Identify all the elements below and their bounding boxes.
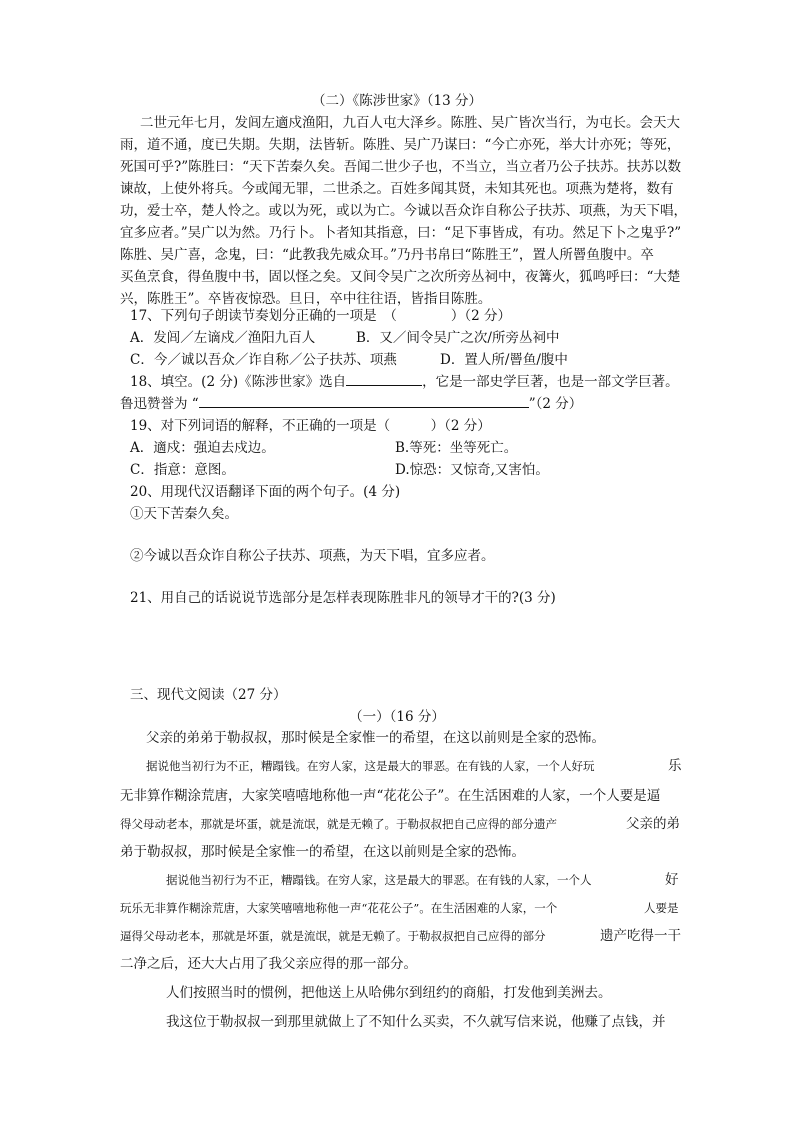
option-b: B．又／间令吴广之次/所旁丛祠中 bbox=[356, 330, 560, 346]
section-title: （二）《陈涉世家》（13 分） bbox=[312, 93, 482, 109]
answer-blank[interactable] bbox=[199, 393, 529, 408]
text-span: 弟于勒叔叔，那时候是全家惟一的希望，在这以前则是全家的恐怖。 bbox=[120, 844, 525, 860]
question-18-text-c: 鲁迅赞誉为 “ bbox=[120, 396, 199, 412]
question-18-text-d: ”（2 分） bbox=[528, 396, 583, 412]
option-a: A．適戍：强迫去戍边。 bbox=[130, 440, 275, 456]
question-21: 21、用自己的话说说节选部分是怎样表现陈胜非凡的领导才干的?(3 分) bbox=[130, 590, 556, 606]
section-heading: 三、现代文阅读（27 分） bbox=[130, 687, 287, 703]
text-span: 好 bbox=[665, 872, 679, 888]
question-18 bbox=[130, 371, 679, 393]
option-b: B.等死：坐等死亡。 bbox=[395, 440, 518, 456]
option-d: D.惊恐：又惊奇,又害怕。 bbox=[395, 462, 549, 478]
option-a: A．发闾／左谪戍／渔阳九百人 bbox=[130, 330, 316, 346]
text-span: 逼得父母动老本，那就是坏蛋，就是流氓，就是无赖了。于勒叔叔把自己应得的部分 bbox=[120, 929, 546, 943]
question-18-text-a: 18、填空。(2 分)《陈涉世家》选自 bbox=[130, 374, 347, 390]
answer-blank[interactable] bbox=[346, 371, 422, 386]
text-span: 无非算作糊涂荒唐，大家笑嘻嘻地称他一声“花花公子”。在生活困难的人家，一个人要是逼 bbox=[120, 788, 661, 804]
passage-line: 功，爱士卒，楚人怜之。或以为死，或以为亡。今诚以吾众诈自称公子扶苏、项燕，为天下唱， bbox=[120, 203, 687, 219]
sentence-2: ②今诚以吾众诈自称公子扶苏、项燕，为天下唱，宜多应者。 bbox=[130, 548, 495, 564]
passage-line: 死国可乎?”陈胜曰：“天下苦秦久矣。吾闻二世少子也，不当立，当立者乃公子扶苏。扶苏以数 bbox=[120, 159, 682, 175]
text-span: 得父母动老本，那就是坏蛋，就是流氓，就是无赖了。于勒叔叔把自己应得的部分遗产 bbox=[120, 817, 557, 831]
question-19: 19、对下列词语的解释，不正确的一项是（ ）（2 分） bbox=[130, 418, 491, 434]
text-span: 父亲的弟 bbox=[626, 816, 680, 832]
paragraph: 我这位于勒叔叔一到那里就做上了不知什么买卖，不久就写信来说，他赚了点钱，并 bbox=[166, 1014, 666, 1030]
passage-line: 雨，道不通，度已失期。失期，法皆斩。陈胜、吴广乃谋曰：“今亡亦死，举大计亦死；等死， bbox=[120, 137, 681, 153]
passage-line: 兴，陈胜王”。卒皆夜惊恐。旦日，卒中往往语，皆指目陈胜。 bbox=[120, 291, 492, 307]
passage-line: 宜多应者。”吴广以为然。乃行卜。卜者知其指意，曰：“足下事皆成，有功。然足下卜之鬼乎?” bbox=[120, 225, 682, 241]
option-d: D．置人所/罾鱼/腹中 bbox=[440, 352, 568, 368]
text-span: 人要是 bbox=[644, 901, 679, 915]
question-18-text-b: ，它是一部史学巨著，也是一部文学巨著。 bbox=[422, 374, 679, 390]
paragraph: 父亲的弟弟于勒叔叔，那时候是全家惟一的希望，在这以前则是全家的恐怖。 bbox=[146, 730, 605, 746]
passage-line: 陈胜、吴广喜，念鬼，曰：“此教我先威众耳。”乃丹书帛曰“陈胜王”，置人所罾鱼腹中。卒 bbox=[120, 247, 654, 263]
text-span: 玩乐无非算作糊涂荒唐，大家笑嘻嘻地称他一声“花花公子”。在生活困难的人家，一个 bbox=[120, 901, 558, 915]
question-20: 20、用现代汉语翻译下面的两个句子。(4 分) bbox=[130, 484, 401, 500]
subsection-title: （一）（16 分） bbox=[349, 709, 445, 725]
passage-line: 买鱼烹食，得鱼腹中书，固以怪之矣。又间令吴广之次所旁丛祠中，夜篝火，狐鸣呼曰：“大楚 bbox=[120, 269, 681, 285]
text-span: 乐 bbox=[668, 758, 682, 774]
passage-line: 二世元年七月，发闾左適戍渔阳，九百人屯大泽乡。陈胜、吴广皆次当行，为屯长。会天大 bbox=[140, 115, 680, 131]
question-17: 17、下列句子朗读节奏划分正确的一项是 （ ）（2 分） bbox=[130, 308, 512, 324]
sentence-1: ①天下苦秦久矣。 bbox=[130, 506, 238, 522]
text-span: 据说他当初行为不正，糟蹋钱。在穷人家，这是最大的罪恶。在有钱的人家，一个人 bbox=[166, 873, 592, 887]
text-span: 二净之后，还大大占用了我父亲应得的那一部分。 bbox=[120, 956, 417, 972]
text-span: 遗产吃得一干 bbox=[600, 928, 681, 944]
option-c: C．指意：意图。 bbox=[130, 462, 235, 478]
question-18-line2 bbox=[120, 393, 582, 415]
option-c: C．今／诚以吾众／诈自称／公子扶苏、项燕 bbox=[130, 352, 397, 368]
paragraph: 人们按照当时的惯例，把他送上从哈佛尔到纽约的商船，打发他到美洲去。 bbox=[166, 985, 612, 1001]
passage-line: 谏故，上使外将兵。今或闻无罪，二世杀之。百姓多闻其贤，未知其死也。项燕为楚将，数有 bbox=[120, 181, 674, 197]
text-span: 据说他当初行为不正，糟蹋钱。在穷人家，这是最大的罪恶。在有钱的人家，一个人好玩 bbox=[146, 759, 595, 773]
